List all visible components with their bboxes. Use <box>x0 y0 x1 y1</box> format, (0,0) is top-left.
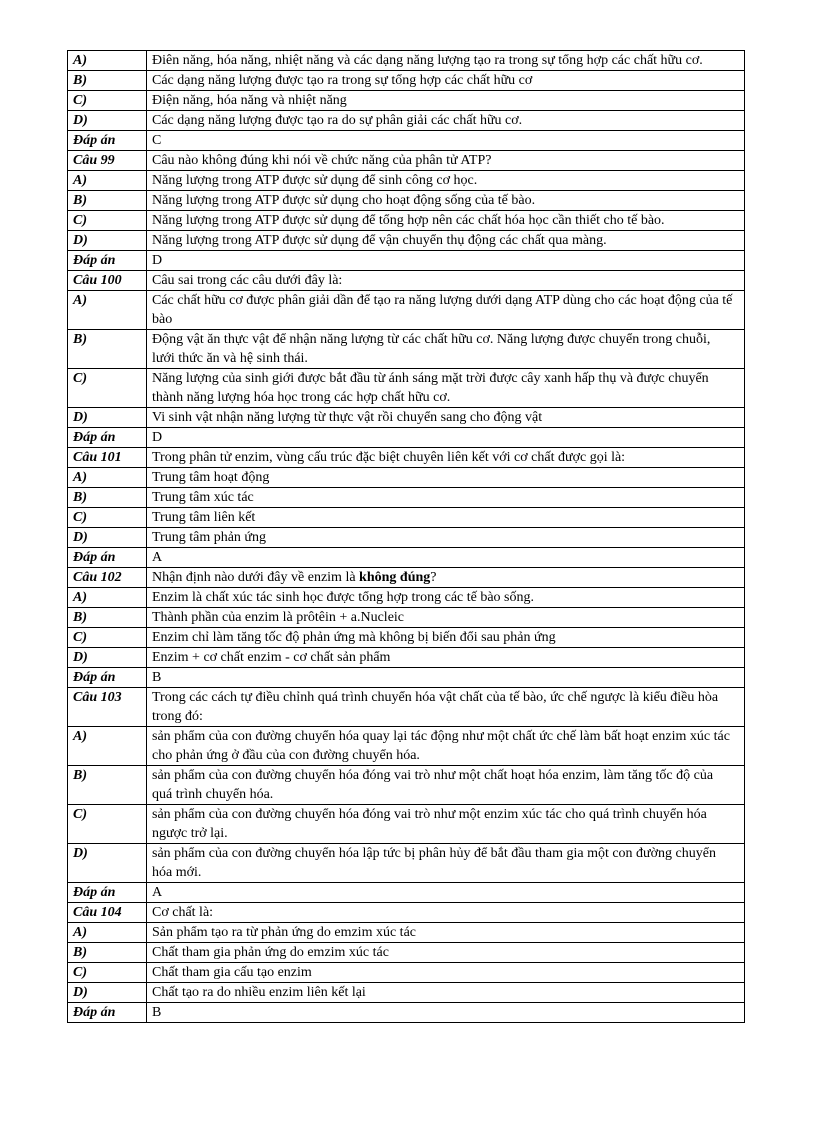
row-text: A <box>147 883 745 903</box>
table-row <box>68 528 745 548</box>
table-row <box>68 211 745 231</box>
row-label: A) <box>68 727 147 766</box>
table-row <box>68 844 745 883</box>
row-text: Các chất hữu cơ được phân giải dần để tạo ra năng lượng dưới dạng ATP dùng cho các hoạt động của tế bào <box>147 291 745 330</box>
row-text: Các dạng năng lượng được tạo ra do sự phân giải các chất hữu cơ. <box>147 111 745 131</box>
row-label: Đáp án <box>68 548 147 568</box>
table-row <box>68 508 745 528</box>
row-label: Câu 99 <box>68 151 147 171</box>
row-text: Trung tâm phản ứng <box>147 528 745 548</box>
row-label: B) <box>68 488 147 508</box>
row-label: B) <box>68 608 147 628</box>
row-text: Năng lượng của sinh giới được bắt đầu từ ánh sáng mặt trời được cây xanh hấp thụ và được chuyển thành năng lượng hóa học trong các hợp chất hữu cơ. <box>147 369 745 408</box>
table-row <box>68 668 745 688</box>
row-text: C <box>147 131 745 151</box>
row-label: Câu 104 <box>68 903 147 923</box>
table-row <box>68 628 745 648</box>
table-row <box>68 488 745 508</box>
table-row <box>68 111 745 131</box>
row-text: Năng lượng trong ATP được sử dụng để sinh công cơ học. <box>147 171 745 191</box>
table-row <box>68 71 745 91</box>
row-label: Câu 102 <box>68 568 147 588</box>
table-row <box>68 151 745 171</box>
table-row <box>68 271 745 291</box>
row-text: Trong phân tử enzim, vùng cấu trúc đặc biệt chuyên liên kết với cơ chất được gọi là: <box>147 448 745 468</box>
row-text: B <box>147 668 745 688</box>
row-text: Trong các cách tự điều chỉnh quá trình chuyển hóa vật chất của tế bào, ức chế ngược là kiểu điều hòa trong đó: <box>147 688 745 727</box>
row-text: Thành phần của enzim là prôtêin + a.Nucleic <box>147 608 745 628</box>
row-label: D) <box>68 111 147 131</box>
table-row <box>68 291 745 330</box>
row-label: A) <box>68 923 147 943</box>
table-row <box>68 903 745 923</box>
row-text: sản phẩm của con đường chuyển hóa đóng vai trò như một chất hoạt hóa enzim, làm tăng tốc độ của quá trình chuyển hóa. <box>147 766 745 805</box>
table-row <box>68 648 745 668</box>
row-label: Câu 100 <box>68 271 147 291</box>
table-row <box>68 1003 745 1023</box>
row-text: Chất tham gia cấu tạo enzim <box>147 963 745 983</box>
row-label: A) <box>68 51 147 71</box>
row-label: D) <box>68 648 147 668</box>
table-row <box>68 608 745 628</box>
row-text: Trung tâm liên kết <box>147 508 745 528</box>
table-row <box>68 408 745 428</box>
table-row <box>68 51 745 71</box>
table-row <box>68 369 745 408</box>
row-label: Đáp án <box>68 251 147 271</box>
row-label: C) <box>68 369 147 408</box>
row-text: Năng lượng trong ATP được sử dụng để tổng hợp nên các chất hóa học cần thiết cho tế bào. <box>147 211 745 231</box>
row-label: D) <box>68 528 147 548</box>
table-row <box>68 883 745 903</box>
table-row <box>68 963 745 983</box>
table-row <box>68 330 745 369</box>
row-label: C) <box>68 91 147 111</box>
row-label: Đáp án <box>68 428 147 448</box>
row-text: Enzim là chất xúc tác sinh học được tổng hợp trong các tế bào sống. <box>147 588 745 608</box>
row-text: Động vật ăn thực vật để nhận năng lượng từ các chất hữu cơ. Năng lượng được chuyển trong chuỗi, lưới thức ăn và hệ sinh thái. <box>147 330 745 369</box>
row-text: Câu sai trong các câu dưới đây là: <box>147 271 745 291</box>
table-row <box>68 568 745 588</box>
table-row <box>68 428 745 448</box>
emphasis-text: không đúng <box>359 570 431 585</box>
row-text: Câu nào không đúng khi nói về chức năng của phân tử ATP? <box>147 151 745 171</box>
row-label: A) <box>68 588 147 608</box>
row-text: Cơ chất là: <box>147 903 745 923</box>
row-label: Đáp án <box>68 131 147 151</box>
row-text: Sản phẩm tạo ra từ phản ứng do emzim xúc tác <box>147 923 745 943</box>
row-label: Đáp án <box>68 1003 147 1023</box>
row-label: C) <box>68 211 147 231</box>
row-text: D <box>147 428 745 448</box>
row-text: Vi sinh vật nhận năng lượng từ thực vật rồi chuyển sang cho động vật <box>147 408 745 428</box>
row-label: B) <box>68 191 147 211</box>
row-label: D) <box>68 231 147 251</box>
table-row <box>68 548 745 568</box>
table-row <box>68 91 745 111</box>
row-text: D <box>147 251 745 271</box>
table-row <box>68 171 745 191</box>
row-text: sản phẩm của con đường chuyển hóa đóng vai trò như một enzim xúc tác cho quá trình chuyển hóa ngược trở lại. <box>147 805 745 844</box>
table-row <box>68 468 745 488</box>
row-label: C) <box>68 963 147 983</box>
row-label: C) <box>68 805 147 844</box>
row-label: C) <box>68 508 147 528</box>
row-label: D) <box>68 844 147 883</box>
table-row <box>68 688 745 727</box>
table-row <box>68 805 745 844</box>
table-row <box>68 943 745 963</box>
row-text: Điện năng, hóa năng và nhiệt năng <box>147 91 745 111</box>
table-row <box>68 766 745 805</box>
table-row <box>68 448 745 468</box>
row-label: Đáp án <box>68 883 147 903</box>
question-table <box>67 50 745 1023</box>
row-text <box>147 568 745 588</box>
table-row <box>68 231 745 251</box>
table-row <box>68 131 745 151</box>
row-label: D) <box>68 408 147 428</box>
row-label: B) <box>68 330 147 369</box>
row-text: Chất tạo ra do nhiều enzim liên kết lại <box>147 983 745 1003</box>
question-table-body <box>68 51 745 1023</box>
row-text: Chất tham gia phản ứng do emzim xúc tác <box>147 943 745 963</box>
row-text: Điên năng, hóa năng, nhiệt năng và các dạng năng lượng tạo ra trong sự tổng hợp các chất hữu cơ. <box>147 51 745 71</box>
row-label: A) <box>68 171 147 191</box>
row-text: B <box>147 1003 745 1023</box>
row-text: Trung tâm xúc tác <box>147 488 745 508</box>
row-label: Câu 103 <box>68 688 147 727</box>
row-text: Năng lượng trong ATP được sử dụng cho hoạt động sống của tế bào. <box>147 191 745 211</box>
table-row <box>68 983 745 1003</box>
table-row <box>68 727 745 766</box>
row-label: B) <box>68 71 147 91</box>
row-text: Enzim + cơ chất enzim - cơ chất sản phẩm <box>147 648 745 668</box>
row-label: A) <box>68 468 147 488</box>
row-label: B) <box>68 766 147 805</box>
row-text: sản phẩm của con đường chuyển hóa lập tức bị phân hủy để bắt đầu tham gia một con đường chuyển hóa mới. <box>147 844 745 883</box>
row-label: D) <box>68 983 147 1003</box>
table-row <box>68 191 745 211</box>
row-label: B) <box>68 943 147 963</box>
row-text-start: Nhận định nào dưới đây về enzim là <box>152 570 360 585</box>
row-text: A <box>147 548 745 568</box>
row-text: Enzim chỉ làm tăng tốc độ phản ứng mà không bị biến đổi sau phản ứng <box>147 628 745 648</box>
row-label: A) <box>68 291 147 330</box>
table-row <box>68 588 745 608</box>
row-text: Trung tâm hoạt động <box>147 468 745 488</box>
row-text: sản phẩm của con đường chuyển hóa quay lại tác động như một chất ức chế làm bất hoạt enzim xúc tác cho phản ứng ở đầu của con đường chuyển hóa. <box>147 727 745 766</box>
row-text: Các dạng năng lượng được tạo ra trong sự tổng hợp các chất hữu cơ <box>147 71 745 91</box>
row-text: Năng lượng trong ATP được sử dụng để vận chuyển thụ động các chất qua màng. <box>147 231 745 251</box>
row-label: C) <box>68 628 147 648</box>
table-row <box>68 923 745 943</box>
row-label: Câu 101 <box>68 448 147 468</box>
row-text-end: ? <box>430 570 437 585</box>
row-label: Đáp án <box>68 668 147 688</box>
table-row <box>68 251 745 271</box>
